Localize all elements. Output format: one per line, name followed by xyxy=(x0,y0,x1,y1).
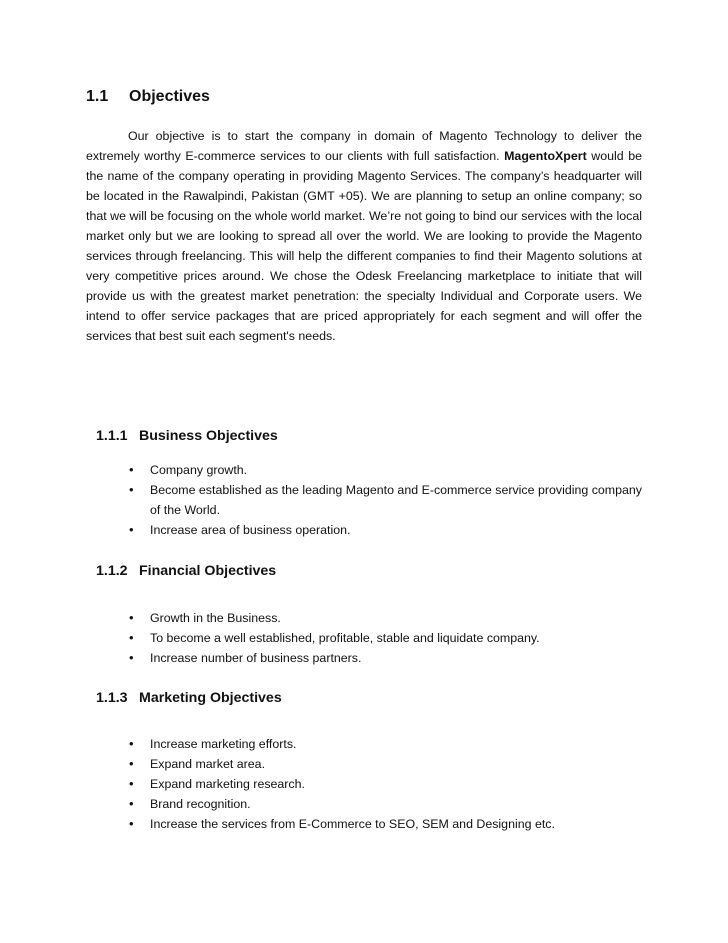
section-number: 1.1 xyxy=(86,88,109,105)
subsection-heading-business xyxy=(96,428,278,444)
list-item: • Become established as the leading Magento and E-commerce service providing company of the World. xyxy=(126,480,642,520)
list-item: • Increase number of business partners. xyxy=(126,648,642,668)
section-heading xyxy=(86,88,210,106)
list-item: • Brand recognition. xyxy=(126,794,642,814)
list-item: • Increase marketing efforts. xyxy=(126,734,642,754)
financial-objectives-list xyxy=(126,608,642,668)
list-item: • To become a well established, profitable, stable and liquidate company. xyxy=(126,628,642,648)
subsection-title: Business Objectives xyxy=(139,428,278,444)
marketing-objectives-list xyxy=(126,734,642,834)
subsection-heading-marketing xyxy=(96,690,282,706)
list-item: • Expand market area. xyxy=(126,754,642,774)
subsection-title: Financial Objectives xyxy=(139,563,277,579)
list-item: • Growth in the Business. xyxy=(126,608,642,628)
company-name: MagentoXpert xyxy=(504,149,587,163)
list-item: • Expand marketing research. xyxy=(126,774,642,794)
subsection-number: 1.1.3 xyxy=(96,690,128,706)
list-item: • Company growth. xyxy=(126,460,642,480)
objective-paragraph xyxy=(86,126,642,346)
subsection-heading-financial xyxy=(96,563,276,579)
paragraph-text-start: Our objective is to start the company in domain of Magento Technology to deliver the extremely worthy E-commerce services to our clients with full satisfaction. xyxy=(86,129,642,163)
list-item: • Increase area of business operation. xyxy=(126,520,642,540)
section-title: Objectives xyxy=(129,88,210,105)
subsection-title: Marketing Objectives xyxy=(139,690,282,706)
list-item: • Increase the services from E-Commerce to SEO, SEM and Designing etc. xyxy=(126,814,642,834)
subsection-number: 1.1.1 xyxy=(96,428,128,444)
subsection-number: 1.1.2 xyxy=(96,563,128,579)
paragraph-text-end: would be the name of the company operating in providing Magento Services. The company’s headquarter will be located in the Rawalpindi, Pakistan (GMT +05). We are planning to setup an online company; so that we will be focusing on the whole world market. We’re not going to bind our services with the local market only but we are looking to spread all over the world. We are looking to provide the Magento services through freelancing. This will help the different companies to find their Magento solutions at very competitive prices around. We chose the Odesk Freelancing marketplace to initiate that will provide us with the greatest market penetration: the specialty Individual and Corporate users. We intend to offer service packages that are priced appropriately for each segment and will offer the services that best suit each segment's needs. xyxy=(86,149,642,343)
business-objectives-list xyxy=(126,460,642,540)
